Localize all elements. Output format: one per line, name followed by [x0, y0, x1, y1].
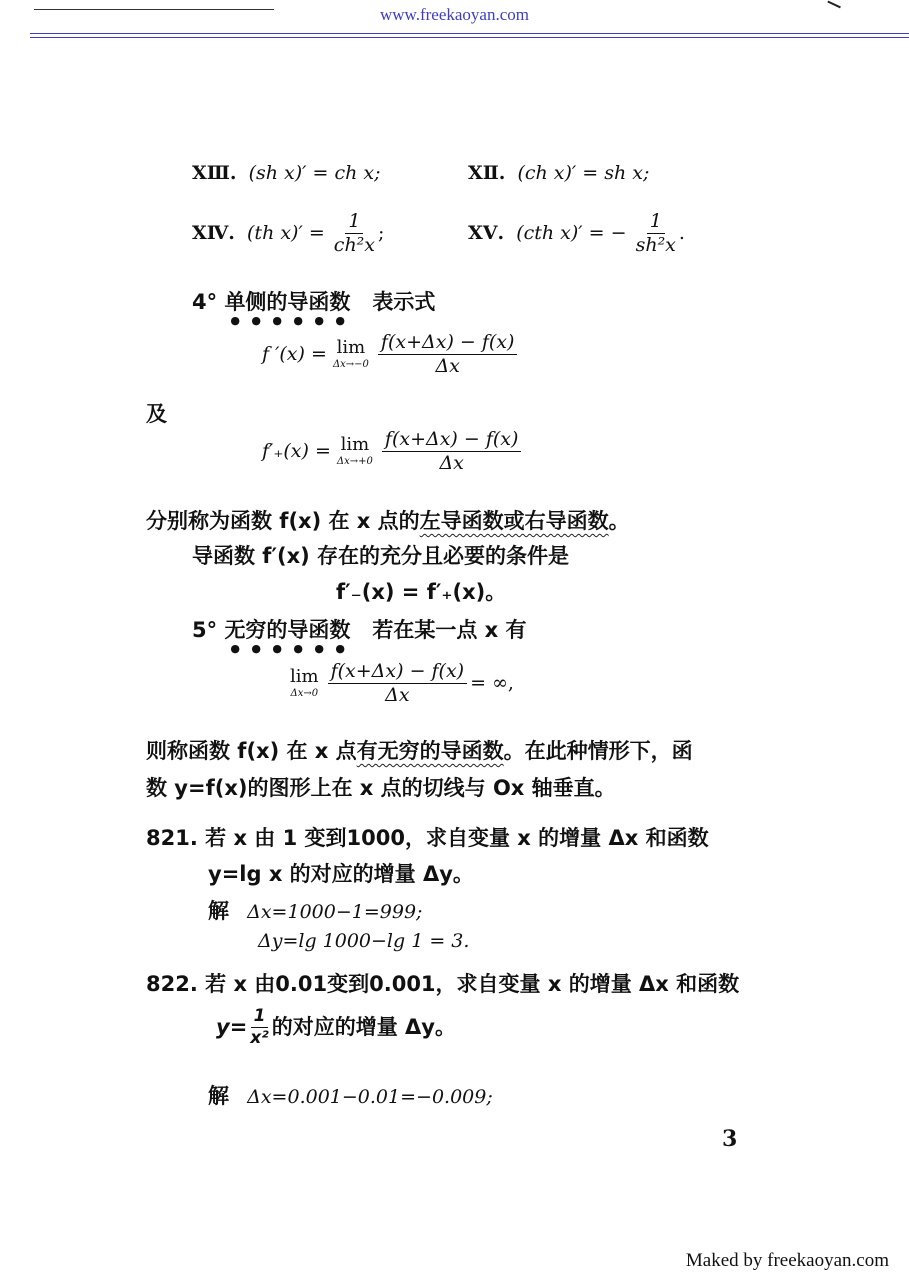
section-4-text-1: 分别称为函数 f(x) 在 x 点的左导函数或右导函数。: [146, 509, 630, 533]
formula-xiii: XⅢ. (sh x)′ = ch x;: [192, 162, 381, 184]
header-rule-2: [30, 37, 909, 38]
footer-text: Maked by freekaoyan.com: [685, 1250, 889, 1271]
limit: lim Δx→−0: [332, 337, 369, 371]
fraction: $\frac{1}{\text{x²}}$: [250, 1006, 269, 1048]
left-derivative-formula: f ′(x) = lim Δx→−0 $\frac{f(x+\Delta x) - f(x)}{\Delta x}$: [262, 333, 520, 377]
limit: lim Δx→0: [290, 666, 319, 700]
fraction: $\frac{1}{\text{ch²x}}$: [333, 210, 376, 256]
section-5-text-2: 数 y=f(x)的图形上在 x 点的切线与 Ox 轴垂直。: [146, 776, 616, 800]
problem-822: 822. 若 x 由0.01变到0.001，求自变量 x 的增量 Δx 和函数: [146, 972, 740, 996]
section-4-condition: f′₋(x) = f′₊(x)。: [336, 580, 507, 604]
formula-xiv: XⅣ. (th x)′ = $\frac{1}{\text{ch²x}}$ ;: [192, 210, 385, 256]
formula-xv: XⅤ. (cth x)′ = − $\frac{1}{\text{sh²x}}$ .: [468, 210, 685, 256]
fraction: $\frac{f(x+\Delta x) - f(x)}{\Delta x}$: [382, 430, 522, 474]
problem-821-line-2: y=lg x 的对应的增量 Δy。: [208, 862, 474, 886]
site-url[interactable]: www.freekaoyan.com: [380, 5, 529, 24]
and-text: 及: [146, 402, 167, 426]
problem-822-solution-1: 解 Δx=0.001−0.01=−0.009;: [208, 1084, 493, 1108]
fraction: $\frac{f(x+\Delta x) - f(x)}{\Delta x}$: [328, 662, 468, 706]
section-5-heading: 5° 无穷的导函数 若在某一点 x 有: [192, 618, 527, 642]
right-derivative-formula: f′₊(x) = lim Δx→+0 $\frac{f(x+\Delta x) - f(x)}{\Delta x}$: [262, 430, 524, 474]
formula-xii: XⅡ. (ch x)′ = sh x;: [468, 162, 650, 184]
section-5-text-1: 则称函数 f(x) 在 x 点有无穷的导函数。在此种情形下，函: [146, 739, 693, 763]
problem-821-solution-2: Δy=lg 1000−lg 1 = 3.: [258, 930, 470, 952]
problem-821: 821. 若 x 由 1 变到1000，求自变量 x 的增量 Δx 和函数: [146, 826, 709, 850]
infinite-derivative-formula: lim Δx→0 $\frac{f(x+\Delta x) - f(x)}{\Delta x}$ = ∞,: [290, 660, 514, 706]
problem-822-line-2: y= $\frac{1}{\text{x²}}$ 的对应的增量 Δy。: [216, 1006, 456, 1048]
header-rule: [30, 33, 909, 34]
section-4-heading: 4° 单侧的导函数 表示式: [192, 290, 436, 314]
section-4-text-2: 导函数 f′(x) 存在的充分且必要的条件是: [192, 544, 570, 568]
page-number: 3: [722, 1126, 738, 1152]
limit: lim Δx→+0: [336, 434, 373, 468]
fraction: $\frac{1}{\text{sh²x}}$: [635, 210, 676, 256]
fraction: $\frac{f(x+\Delta x) - f(x)}{\Delta x}$: [378, 333, 518, 377]
problem-821-solution-1: 解 Δx=1000−1=999;: [208, 899, 423, 923]
